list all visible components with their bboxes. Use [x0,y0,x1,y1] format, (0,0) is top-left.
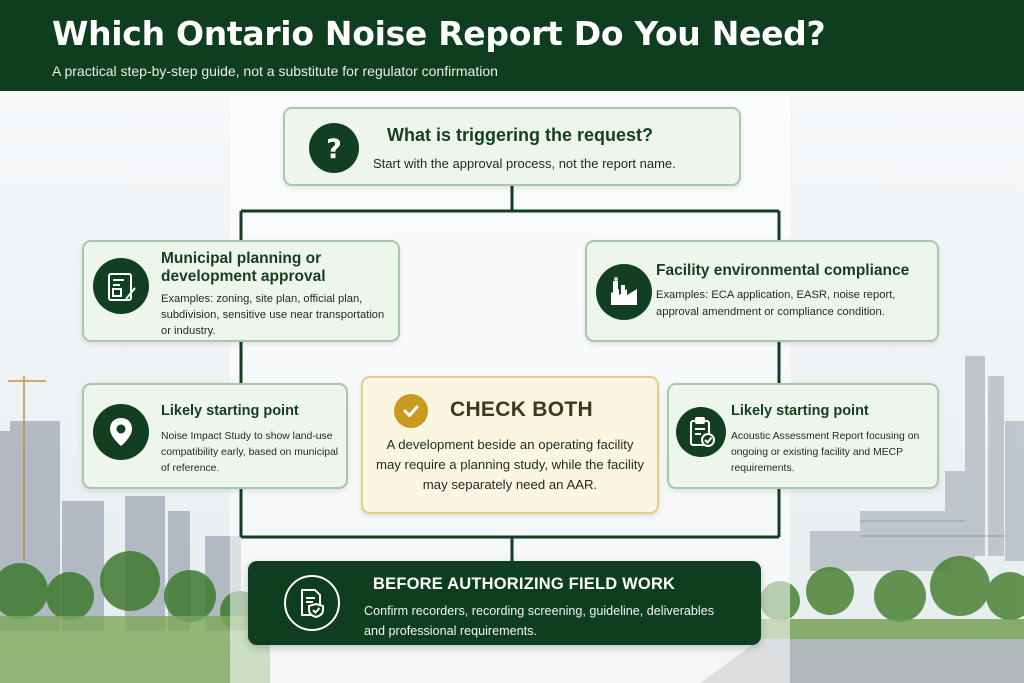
facility-title: Facility environmental compliance [656,262,910,279]
final-step-box [248,561,761,645]
likely-left-text: Noise Impact Study to show land-use compatibility early, based on municipal of reference. [161,431,339,474]
check-both-box [361,376,659,514]
page-subtitle: A practical step-by-step guide, not a substitute for regulator confirmation [52,63,498,79]
check-both-title: CHECK BOTH [450,398,593,421]
likely-right-title: Likely starting point [731,403,869,419]
likely-left-title: Likely starting point [161,403,299,419]
checkmark-icon [394,394,428,428]
facility-box [585,240,939,342]
factory-icon [596,264,652,320]
trigger-box [283,107,741,186]
check-both-text: A development beside an operating facility may require a planning study, while the facility may separately need an AAR. [375,437,645,492]
question-mark-icon [309,123,359,173]
site-plan-icon [93,258,149,314]
municipal-text: Examples: zoning, site plan, official plan, subdivision, sensitive use near transportation or industry. [161,293,385,337]
clipboard-check-icon [676,407,726,457]
trigger-text: Start with the approval process, not the report name. [373,156,676,171]
page-title: Which Ontario Noise Report Do You Need? [52,14,826,53]
likely-start-right-box [667,383,939,489]
svg-text:?: ? [326,134,342,163]
likely-right-text: Acoustic Assessment Report focusing on ongoing or existing facility and MECP requirements. [731,431,920,474]
final-title: BEFORE AUTHORIZING FIELD WORK [373,575,676,593]
location-pin-icon [93,404,149,460]
likely-start-left-box [82,383,348,489]
final-text: Confirm recorders, recording screening, guideline, deliverables and professional requirements. [364,604,714,638]
facility-text: Examples: ECA application, EASR, noise report, approval amendment or compliance condition. [656,289,896,318]
document-shield-icon [284,575,340,631]
municipal-title: Municipal planning or development approval [161,250,326,285]
municipal-box [82,240,400,342]
trigger-title: What is triggering the request? [387,125,654,145]
